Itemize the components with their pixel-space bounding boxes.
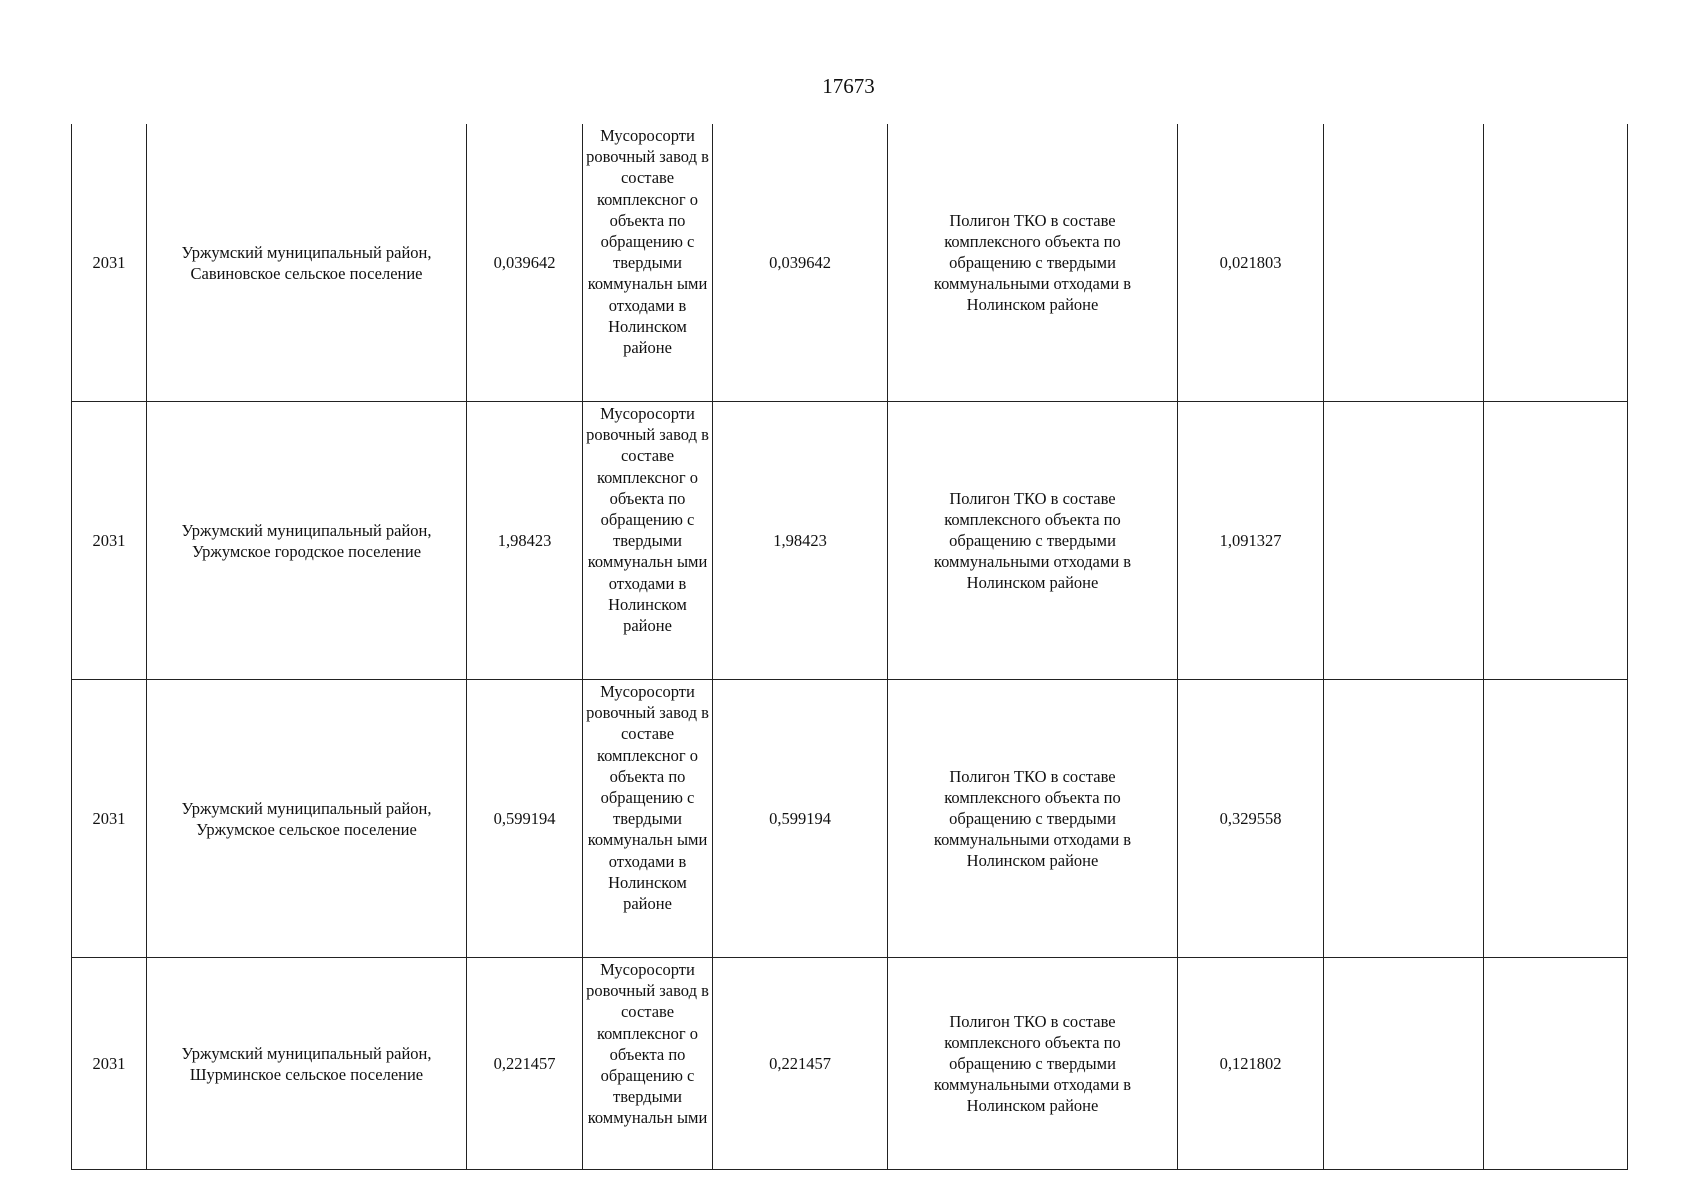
cell-facility: Мусоросорти ровочный завод в составе комплексног о объекта по обращению с твердыми коммунальн ыми [583, 958, 713, 1170]
table-row [72, 958, 1628, 1170]
waste-flow-table [71, 124, 1628, 1170]
cell-facility: Мусоросорти ровочный завод в составе комплексног о объекта по обращению с твердыми коммунальн ыми отходами в Нолинском районе [583, 680, 713, 958]
table-row [72, 124, 1628, 402]
cell-empty-8 [1324, 680, 1484, 958]
cell-landfill: Полигон ТКО в составе комплексного объекта по обращению с твердыми коммунальными отходами в Нолинском районе [888, 680, 1178, 958]
cell-year: 2031 [72, 680, 147, 958]
cell-volume-3: 0,329558 [1178, 680, 1324, 958]
cell-landfill: Полигон ТКО в составе комплексного объекта по обращению с твердыми коммунальными отходами в Нолинском районе [888, 124, 1178, 402]
page-number: 17673 [822, 74, 875, 98]
cell-landfill: Полигон ТКО в составе комплексного объекта по обращению с твердыми коммунальными отходами в Нолинском районе [888, 402, 1178, 680]
cell-volume-2: 0,599194 [713, 680, 888, 958]
cell-volume-1: 0,221457 [467, 958, 583, 1170]
cell-facility: Мусоросорти ровочный завод в составе комплексног о объекта по обращению с твердыми коммунальн ыми отходами в Нолинском районе [583, 402, 713, 680]
cell-empty-9 [1484, 958, 1628, 1170]
cell-empty-9 [1484, 680, 1628, 958]
cell-empty-9 [1484, 402, 1628, 680]
cell-facility: Мусоросорти ровочный завод в составе комплексног о объекта по обращению с твердыми коммунальн ыми отходами в Нолинском районе [583, 124, 713, 402]
cell-volume-2: 1,98423 [713, 402, 888, 680]
cell-volume-3: 1,091327 [1178, 402, 1324, 680]
cell-municipality: Уржумский муниципальный район, Уржумское городское поселение [147, 402, 467, 680]
cell-municipality: Уржумский муниципальный район, Уржумское сельское поселение [147, 680, 467, 958]
cell-volume-3: 0,021803 [1178, 124, 1324, 402]
cell-empty-8 [1324, 958, 1484, 1170]
cell-municipality: Уржумский муниципальный район, Шурминское сельское поселение [147, 958, 467, 1170]
cell-landfill: Полигон ТКО в составе комплексного объекта по обращению с твердыми коммунальными отходами в Нолинском районе [888, 958, 1178, 1170]
cell-volume-2: 0,039642 [713, 124, 888, 402]
cell-empty-9 [1484, 124, 1628, 402]
cell-volume-1: 1,98423 [467, 402, 583, 680]
table-row [72, 680, 1628, 958]
cell-empty-8 [1324, 402, 1484, 680]
cell-empty-8 [1324, 124, 1484, 402]
cell-year: 2031 [72, 402, 147, 680]
cell-volume-1: 0,599194 [467, 680, 583, 958]
cell-year: 2031 [72, 958, 147, 1170]
cell-volume-2: 0,221457 [713, 958, 888, 1170]
cell-volume-3: 0,121802 [1178, 958, 1324, 1170]
cell-volume-1: 0,039642 [467, 124, 583, 402]
cell-municipality: Уржумский муниципальный район, Савиновское сельское поселение [147, 124, 467, 402]
cell-year: 2031 [72, 124, 147, 402]
table-row [72, 402, 1628, 680]
